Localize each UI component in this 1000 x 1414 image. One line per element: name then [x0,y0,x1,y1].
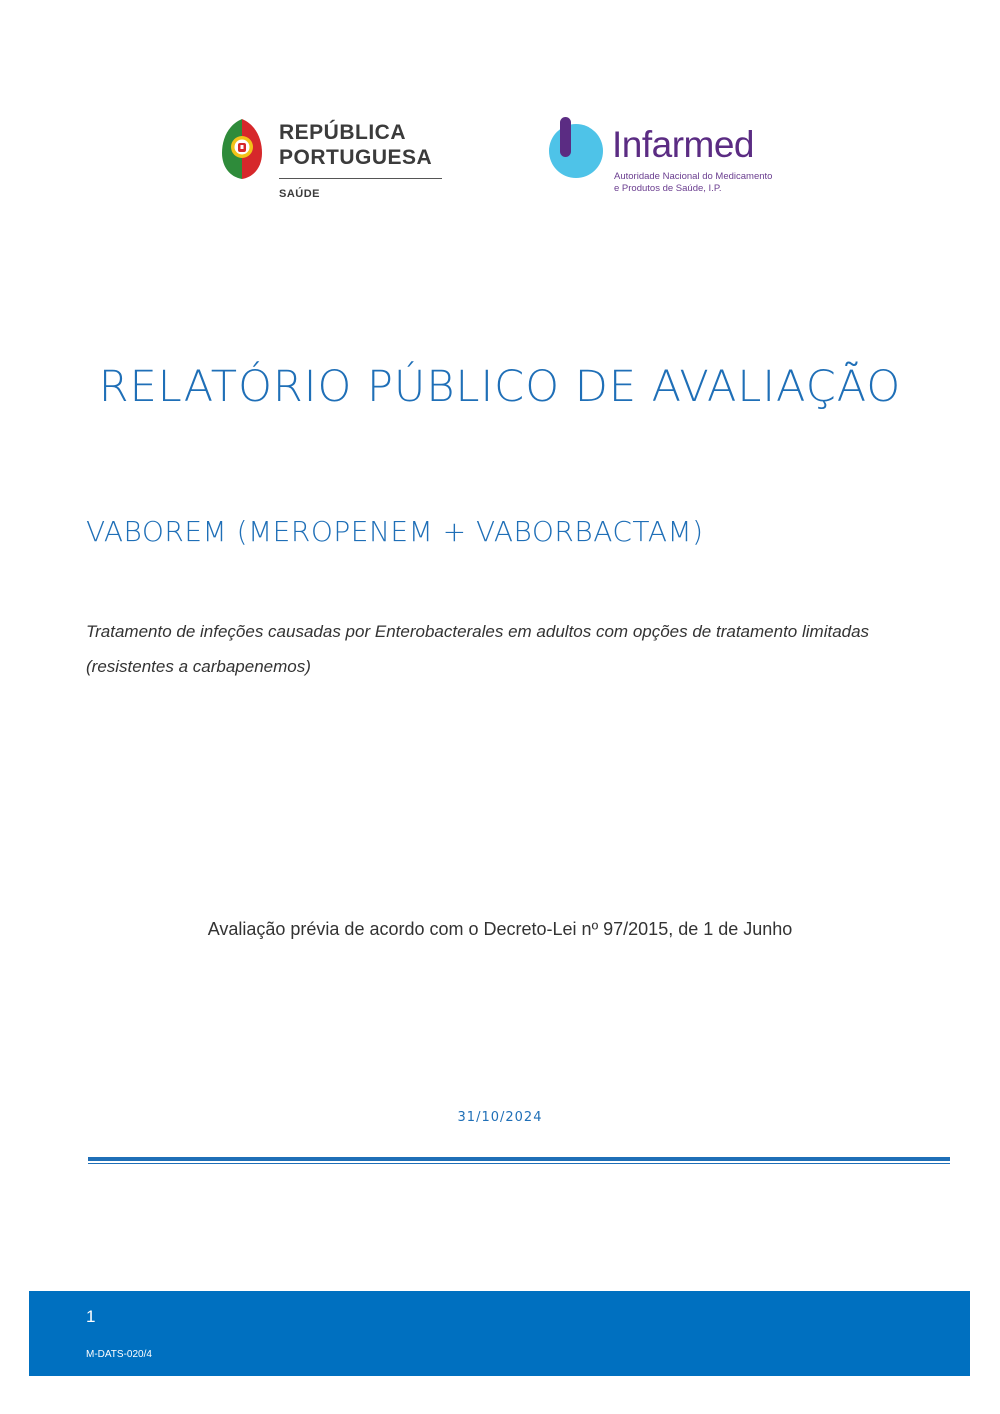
infarmed-mark-icon [546,117,606,179]
document-title: RELATÓRIO PÚBLICO DE AVALIAÇÃO [98,362,902,412]
therapeutic-indication: Tratamento de infeções causadas por Enterobacterales em adultos com opções de tratamento limitadas (resistentes a carbapenemos) [86,622,870,676]
footer-band [29,1291,970,1376]
logo-divider [279,178,442,179]
infarmed-logo [546,117,786,202]
separator-thin [88,1163,950,1164]
separator-thick [88,1157,950,1161]
document-date: 31/10/2024 [457,1110,543,1125]
infarmed-name: Infarmed [612,124,755,165]
product-subtitle: VABOREM (MEROPENEM + VABORBACTAM) [86,515,704,548]
republica-portuguesa-logo [220,117,445,207]
document-code: M-DATS-020/4 [86,1349,152,1360]
portugal-emblem-icon [220,117,264,181]
page-number: 1 [86,1307,96,1326]
infarmed-subtitle-line1: Autoridade Nacional do Medicamento [614,171,773,182]
saude-text: SAÚDE [279,188,321,200]
portuguesa-text: PORTUGUESA [279,146,433,169]
infarmed-subtitle-line2: e Produtos de Saúde, I.P. [614,183,722,194]
republica-text: REPÚBLICA [279,121,407,144]
assessment-note: Avaliação prévia de acordo com o Decreto-Lei nº 97/2015, de 1 de Junho [207,919,793,939]
